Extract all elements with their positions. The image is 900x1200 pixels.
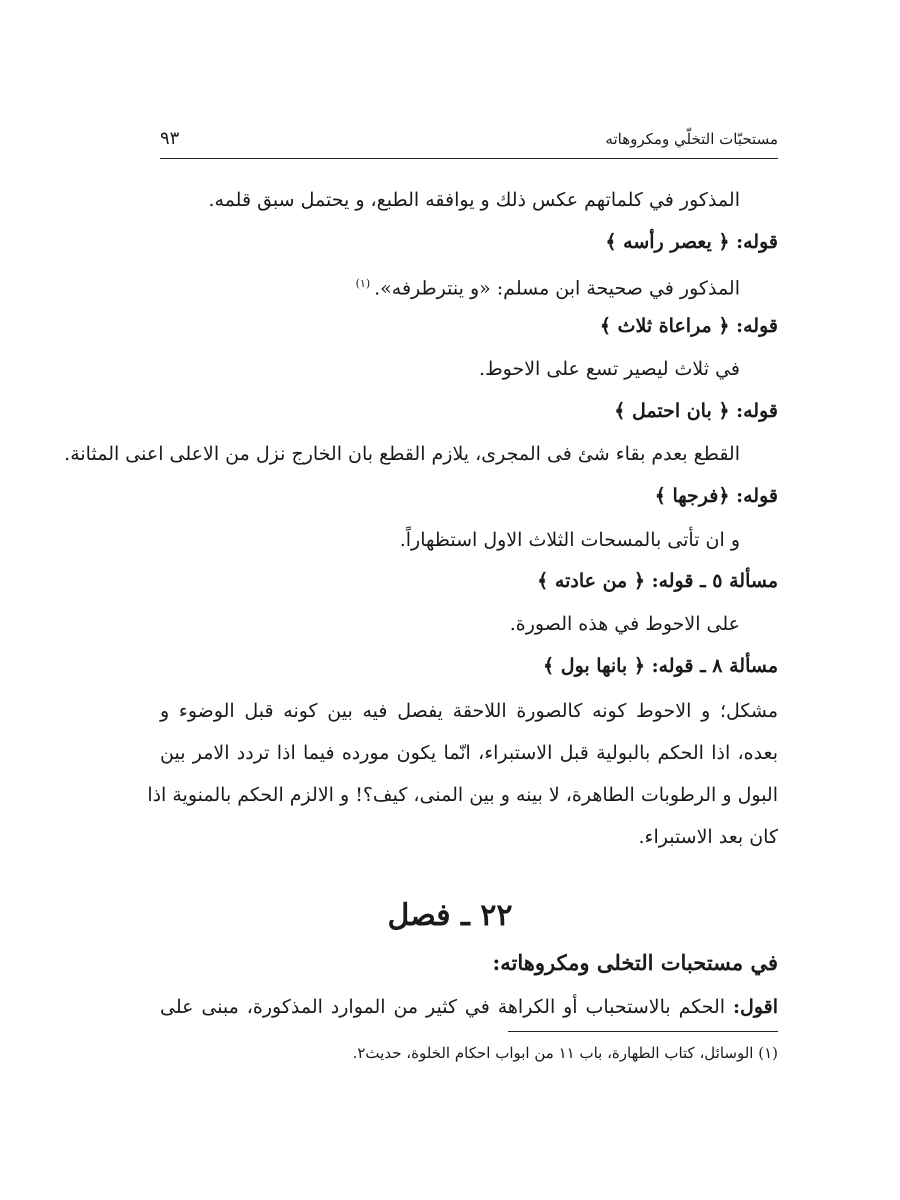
text-line: المذكور في كلماتهم عكس ذلك و يوافقه الطبع، و يحتمل سبق قلمه.: [208, 189, 740, 211]
footnote: (١) الوسائل، كتاب الطهارة، باب ١١ من ابواب احكام الخلوة، حديث٢.: [352, 1044, 778, 1062]
text-line: على الاحوط في هذه الصورة.: [509, 613, 740, 635]
text-line: [160, 996, 778, 1018]
text-line: [356, 270, 740, 302]
paragraph-line: بعده، اذا الحكم بالبولية قبل الاستبراء، انّما يكون مورده فيما اذا تردد الامر بين: [160, 742, 778, 764]
qawluh-line: قوله: ﴿ بان احتمل ﴾: [614, 400, 778, 422]
running-header: [160, 128, 778, 156]
text-line-content: الحكم بالاستحباب أو الكراهة في كثير من الموارد المذكورة، مبنى على: [160, 996, 726, 1018]
masala-line: مسألة ٥ ـ قوله: ﴿ من عادته ﴾: [537, 570, 778, 592]
header-rule: [160, 158, 778, 159]
qawluh-line: قوله: ﴿فرجها ﴾: [654, 485, 778, 507]
text-line: في ثلاث ليصير تسع على الاحوط.: [479, 358, 740, 380]
text-line: القطع بعدم بقاء شئ فى المجرى، يلازم القطع بان الخارج نزل من الاعلى اعنى المثانة.: [64, 443, 740, 465]
chapter-title: ٢٢ ـ فصل: [387, 898, 513, 933]
footnote-rule: [508, 1031, 778, 1032]
commentary-paragraph: [147, 690, 778, 858]
section-subheading: في مستحبات التخلى ومكروهاته:: [492, 950, 778, 975]
text-line: و ان تأتى بالمسحات الثلاث الاول استظهاراً.: [399, 529, 740, 551]
header-title: مستحبّات التخلّي ومكروهاته: [605, 130, 778, 148]
page-number: ٩٣: [160, 128, 180, 149]
qawluh-line: قوله: ﴿ يعصر رأسه ﴾: [605, 231, 778, 253]
qawluh-line: قوله: ﴿ مراعاة ثلاث ﴾: [599, 315, 778, 337]
text-line-content: المذكور في صحيحة ابن مسلم: «و ينترطرفه».: [374, 277, 740, 300]
footnote-reference: (١): [355, 277, 371, 290]
paragraph-line: البول و الرطوبات الطاهرة، لا بينه و بين المنى، كيف؟! و الالزم الحكم بالمنوية اذا: [147, 784, 778, 806]
paragraph-line: مشكل؛ و الاحوط كونه كالصورة اللاحقة يفصل فيه بين كونه قبل الوضوء و: [160, 700, 778, 722]
paragraph-line: كان بعد الاستبراء.: [638, 826, 778, 848]
aqulu-label: اقول:: [733, 996, 778, 1018]
masala-line: مسألة ٨ ـ قوله: ﴿ بانها بول ﴾: [543, 655, 778, 677]
